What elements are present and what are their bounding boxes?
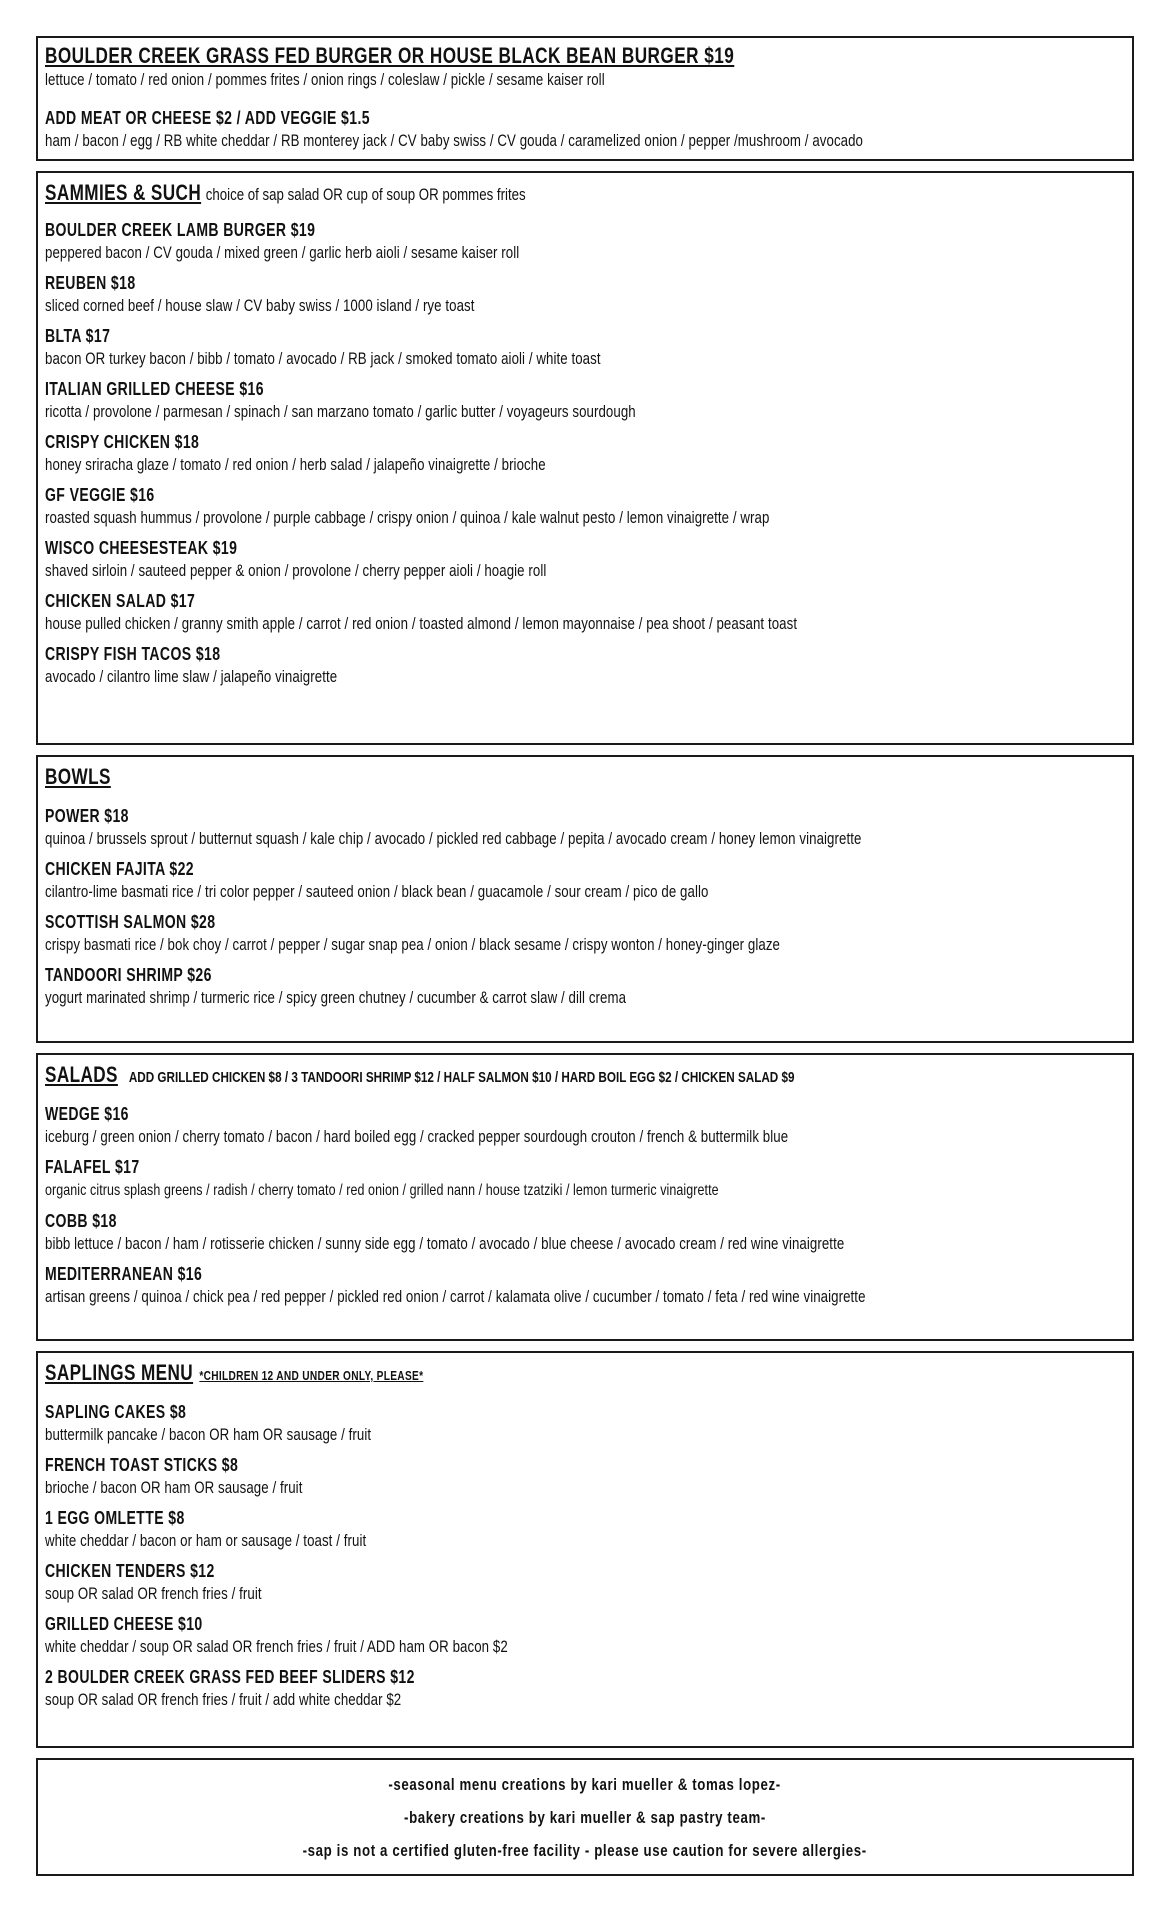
menu-item [45,377,1122,423]
item-name: GRILLED CHEESE $10 [45,1614,203,1634]
item-name: SCOTTISH SALMON $28 [45,912,216,932]
menu-item [45,1102,1122,1148]
menu-item [45,1400,1122,1446]
item-name: CHICKEN SALAD $17 [45,591,196,611]
item-name: CRISPY CHICKEN $18 [45,432,200,452]
item-name: WISCO CHEESESTEAK $19 [45,538,238,558]
addon-title: ADD MEAT OR CHEESE $2 / ADD VEGGIE $1.5 [45,108,370,128]
item-name: COBB $18 [45,1211,117,1231]
menu-item [45,1155,1122,1202]
bowls-section [36,755,1134,1043]
menu-item [45,857,1122,903]
item-description: crispy basmati rice / bok choy / carrot / pepper / sugar snap pea / onion / black sesame / crispy wonton / honey-ginger glaze [45,935,781,954]
sammies-section [36,171,1134,745]
section-title: SALADS [45,1062,118,1087]
item-name: 1 EGG OMLETTE $8 [45,1508,185,1528]
burger-title: BOULDER CREEK GRASS FED BURGER OR HOUSE BLACK BEAN BURGER $19 [45,43,735,68]
section-note: choice of sap salad OR cup of soup OR pommes frites [205,185,526,204]
item-description: shaved sirloin / sauteed pepper & onion / provolone / cherry pepper aioli / hoagie roll [45,561,547,580]
item-name: ITALIAN GRILLED CHEESE $16 [45,379,264,399]
item-description: white cheddar / soup OR salad OR french fries / fruit / ADD ham OR bacon $2 [45,1637,508,1656]
item-description: organic citrus splash greens / radish / cherry tomato / red onion / grilled nann / house tzatziki / lemon turmeric vinaigrette [45,1182,719,1199]
item-name: BOULDER CREEK LAMB BURGER $19 [45,220,316,240]
menu-item [45,804,1122,850]
item-description: quinoa / brussels sprout / butternut squash / kale chip / avocado / pickled red cabbage / pepita / avocado cream / honey lemon vinaigrette [45,829,862,848]
item-name: BLTA $17 [45,326,111,346]
item-name: FRENCH TOAST STICKS $8 [45,1455,239,1475]
menu-item [45,589,1122,635]
burger-description: lettuce / tomato / red onion / pommes frites / onion rings / coleslaw / pickle / sesame kaiser roll [45,70,605,89]
item-description: house pulled chicken / granny smith apple / carrot / red onion / toasted almond / lemon mayonnaise / pea shoot / peasant toast [45,614,798,633]
item-description: cilantro-lime basmati rice / tri color pepper / sauteed onion / black bean / guacamole / sour cream / pico de gallo [45,882,709,901]
section-note: *CHILDREN 12 AND UNDER ONLY, PLEASE* [199,1368,424,1383]
menu-item [45,1209,1122,1255]
item-description: avocado / cilantro lime slaw / jalapeño vinaigrette [45,667,338,686]
footer-line: -bakery creations by kari mueller & sap pastry team- [404,1808,766,1827]
menu-item [45,1262,1122,1308]
item-description: bibb lettuce / bacon / ham / rotisserie chicken / sunny side egg / tomato / avocado / blue cheese / avocado cream / red wine vinaigrette [45,1234,845,1253]
menu-item [45,483,1122,529]
item-description: roasted squash hummus / provolone / purple cabbage / crispy onion / quinoa / kale walnut pesto / lemon vinaigrette / wrap [45,508,770,527]
menu-item [45,1453,1122,1499]
menu-item [45,963,1122,1009]
burger-section [36,36,1134,161]
menu-item [45,218,1122,264]
item-description: bacon OR turkey bacon / bibb / tomato / avocado / RB jack / smoked tomato aioli / white toast [45,349,601,368]
item-name: CHICKEN TENDERS $12 [45,1561,215,1581]
section-note: ADD GRILLED CHICKEN $8 / 3 TANDOORI SHRIMP $12 / HALF SALMON $10 / HARD BOIL EGG $2 / CHICKEN SALAD $9 [128,1069,795,1086]
item-description: soup OR salad OR french fries / fruit / add white cheddar $2 [45,1690,402,1709]
item-description: peppered bacon / CV gouda / mixed green / garlic herb aioli / sesame kaiser roll [45,243,520,262]
menu-item [45,1665,1122,1711]
menu-item [45,642,1122,688]
item-name: CHICKEN FAJITA $22 [45,859,195,879]
menu-item [45,1559,1122,1605]
item-description: brioche / bacon OR ham OR sausage / fruit [45,1478,303,1497]
item-description: yogurt marinated shrimp / turmeric rice / spicy green chutney / cucumber & carrot slaw / dill crema [45,988,627,1007]
item-name: REUBEN $18 [45,273,136,293]
salads-section [36,1053,1134,1341]
item-name: GF VEGGIE $16 [45,485,155,505]
footer-line: -seasonal menu creations by kari mueller & tomas lopez- [388,1775,782,1794]
item-description: artisan greens / quinoa / chick pea / red pepper / pickled red onion / carrot / kalamata olive / cucumber / tomato / feta / red wine vinaigrette [45,1287,866,1306]
item-name: WEDGE $16 [45,1104,129,1124]
item-description: buttermilk pancake / bacon OR ham OR sausage / fruit [45,1425,372,1444]
footer-line: -sap is not a certified gluten-free facility - please use caution for severe allergies- [302,1841,868,1860]
item-name: SAPLING CAKES $8 [45,1402,187,1422]
item-description: white cheddar / bacon or ham or sausage / toast / fruit [45,1531,367,1550]
item-description: ricotta / provolone / parmesan / spinach / san marzano tomato / garlic butter / voyageurs sourdough [45,402,636,421]
item-name: MEDITERRANEAN $16 [45,1264,203,1284]
item-description: soup OR salad OR french fries / fruit [45,1584,262,1603]
menu-item [45,324,1122,370]
item-name: TANDOORI SHRIMP $26 [45,965,212,985]
menu-item [45,430,1122,476]
menu-page [36,36,1134,1886]
item-name: POWER $18 [45,806,129,826]
addon-description: ham / bacon / egg / RB white cheddar / RB monterey jack / CV baby swiss / CV gouda / caramelized onion / pepper /mushroom / avocado [45,131,864,150]
section-title: SAMMIES & SUCH [45,180,202,205]
item-name: CRISPY FISH TACOS $18 [45,644,221,664]
footer-notes [36,1758,1134,1876]
menu-item [45,910,1122,956]
section-title: BOWLS [45,764,111,789]
menu-item [45,536,1122,582]
menu-item [45,1506,1122,1552]
item-description: honey sriracha glaze / tomato / red onion / herb salad / jalapeño vinaigrette / brioche [45,455,546,474]
item-description: sliced corned beef / house slaw / CV baby swiss / 1000 island / rye toast [45,296,475,315]
item-name: FALAFEL $17 [45,1157,140,1177]
menu-item [45,1612,1122,1658]
section-title: SAPLINGS MENU [45,1360,194,1385]
sammies-list [45,218,1122,688]
item-description: iceburg / green onion / cherry tomato / bacon / hard boiled egg / cracked pepper sourdough crouton / french & buttermilk blue [45,1127,789,1146]
saplings-section [36,1351,1134,1748]
menu-item [45,271,1122,317]
item-name: 2 BOULDER CREEK GRASS FED BEEF SLIDERS $12 [45,1667,415,1687]
